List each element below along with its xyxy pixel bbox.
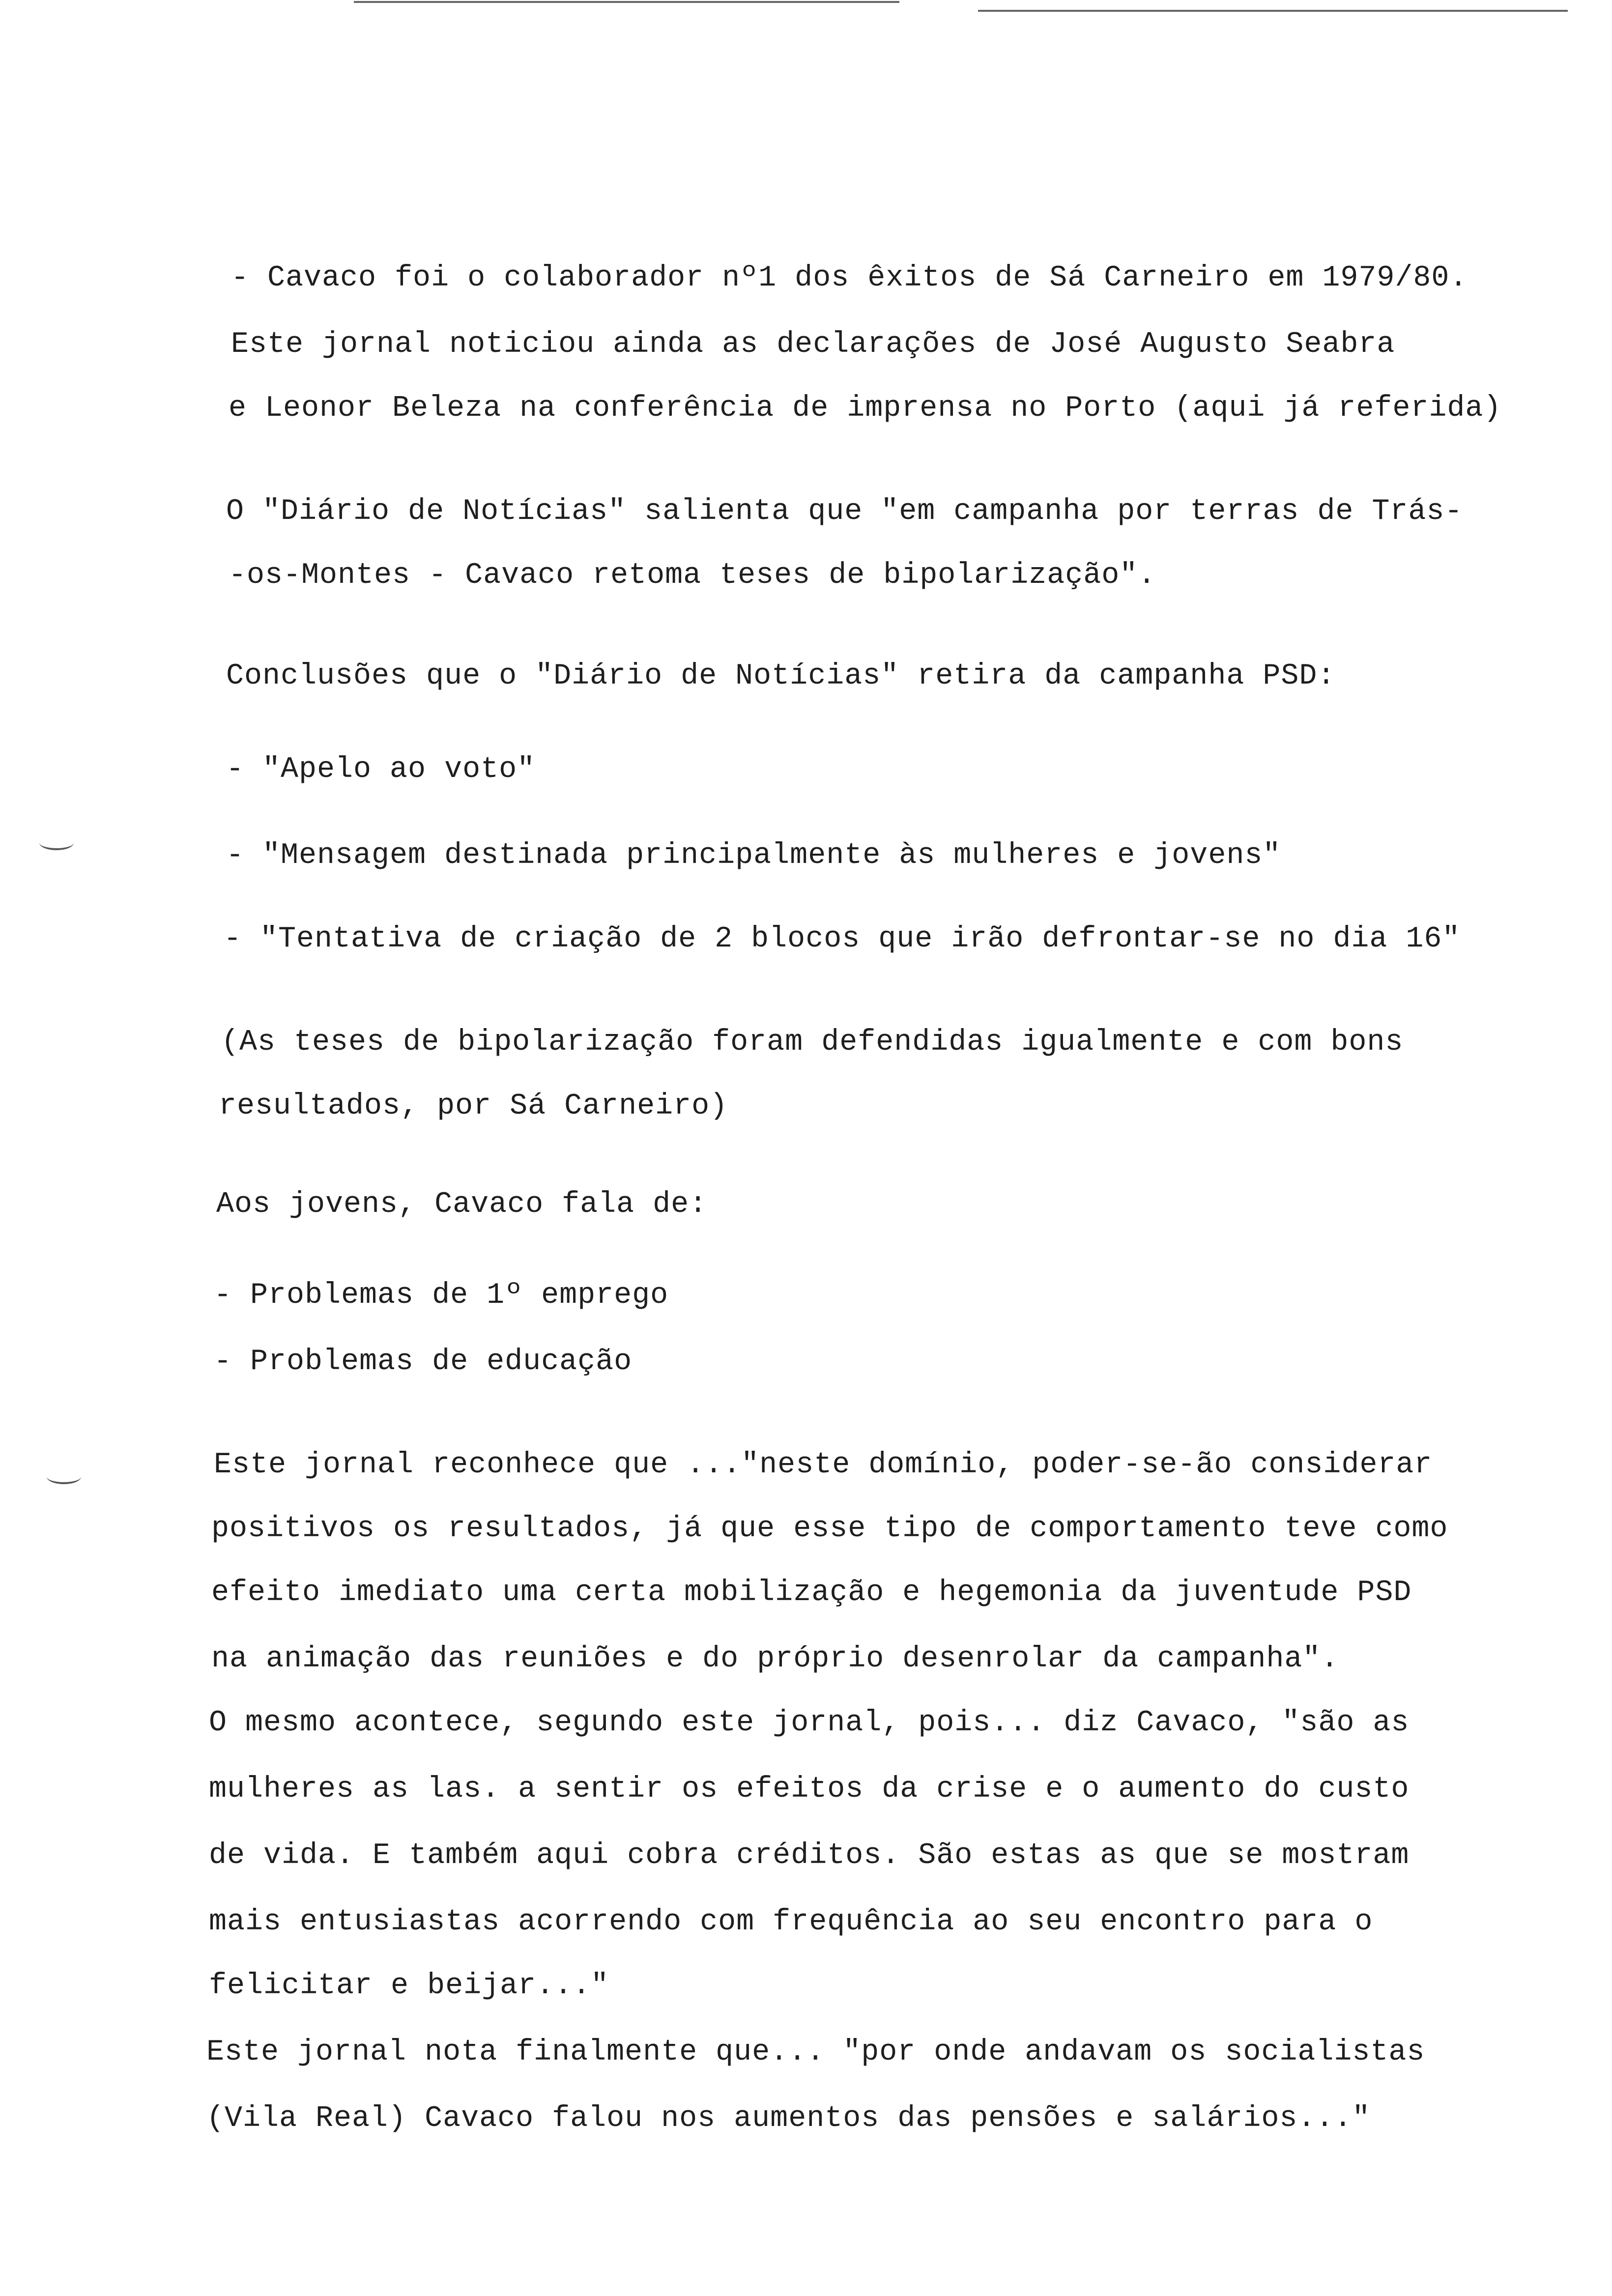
text-line: resultados, por Sá Carneiro) xyxy=(219,1090,728,1123)
text-line: -os-Montes - Cavaco retoma teses de bipolarização". xyxy=(229,559,1156,592)
text-line: mais entusiastas acorrendo com frequência ao seu encontro para o xyxy=(209,1905,1373,1939)
list-item: - "Mensagem destinada principalmente às mulheres e jovens" xyxy=(226,839,1281,872)
list-item: - Problemas de 1º emprego xyxy=(214,1279,669,1312)
text-line: e Leonor Beleza na conferência de imprensa no Porto (aqui já referida) xyxy=(229,392,1502,425)
text-line: Aos jovens, Cavaco fala de: xyxy=(216,1188,708,1221)
text-line: Este jornal reconhece que ..."neste domínio, poder-se-ão considerar xyxy=(214,1448,1433,1482)
text-line: Este jornal noticiou ainda as declarações de José Augusto Seabra xyxy=(231,328,1395,361)
text-line: positivos os resultados, já que esse tipo de comportamento teve como xyxy=(211,1512,1448,1546)
margin-mark-upper xyxy=(39,835,74,850)
margin-mark-lower xyxy=(47,1469,81,1484)
top-rule-right xyxy=(978,10,1568,12)
text-line: (As teses de bipolarização foram defendidas igualmente e com bons xyxy=(221,1026,1404,1059)
text-line: O "Diário de Notícias" salienta que "em campanha por terras de Trás- xyxy=(226,495,1463,528)
list-item: - Problemas de educação xyxy=(214,1345,633,1378)
text-line: Este jornal nota finalmente que... "por onde andavam os socialistas xyxy=(206,2036,1425,2069)
text-line: - Cavaco foi o colaborador nº1 dos êxitos de Sá Carneiro em 1979/80. xyxy=(231,261,1468,295)
text-line: (Vila Real) Cavaco falou nos aumentos das pensões e salários..." xyxy=(206,2102,1371,2135)
list-item: - "Tentativa de criação de 2 blocos que irão defrontar-se no dia 16" xyxy=(224,922,1461,956)
text-line: efeito imediato uma certa mobilização e hegemonia da juventude PSD xyxy=(211,1576,1412,1609)
text-line: O mesmo acontece, segundo este jornal, pois... diz Cavaco, "são as xyxy=(209,1706,1410,1740)
text-line: mulheres as las. a sentir os efeitos da crise e o aumento do custo xyxy=(209,1773,1410,1806)
top-rule-left xyxy=(354,1,899,3)
text-line: felicitar e beijar..." xyxy=(209,1969,609,2003)
text-line: Conclusões que o "Diário de Notícias" retira da campanha PSD: xyxy=(226,660,1336,693)
text-line: na animação das reuniões e do próprio desenrolar da campanha". xyxy=(211,1642,1339,1676)
list-item: - "Apelo ao voto" xyxy=(226,753,536,786)
text-line: de vida. E também aqui cobra créditos. São estas as que se mostram xyxy=(209,1839,1410,1872)
